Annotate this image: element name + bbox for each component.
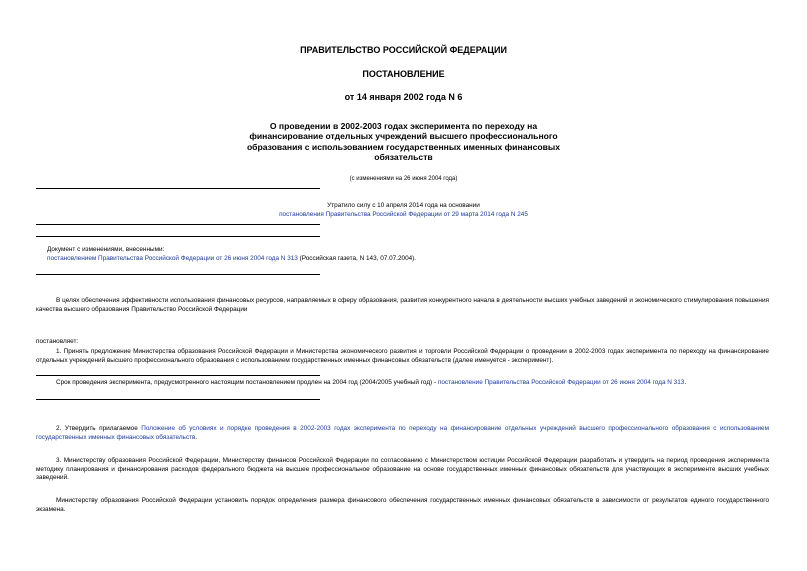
divider	[36, 399, 320, 400]
item-1-paragraph: 1. Принять предложение Министерства образования Российской Федерации и Министерства экономического развития и торговли Российской Федерации о проведении в 2002-2003 годах эксперимента по переходу на финансирование отдельных учреждений высшего профессионального образования с использованием государственных именных финансовых обязательств (далее именуется - эксперимент).	[36, 348, 769, 364]
divider	[36, 188, 320, 189]
divider	[36, 236, 320, 237]
lost-force-text: Утратило силу с 10 апреля 2014 года на основании	[327, 202, 480, 209]
term-extension-end: .	[684, 379, 687, 386]
item-2-text: 2. Утвердить прилагаемое	[56, 425, 142, 432]
item-2-end: .	[195, 433, 198, 441]
item-2-paragraph	[36, 425, 769, 442]
term-extension-paragraph	[36, 379, 769, 388]
term-extension-text: Срок проведения эксперимента, предусмотренного настоящим постановлением продлен на 2004 год (2004/2005 учебный год) -	[56, 379, 438, 386]
amending-resolution-link[interactable]: постановлением Правительства Российской Федерации от 26 июня 2004 года N 313	[47, 254, 298, 262]
document-title: О проведении в 2002-2003 годах эксперимента по переходу на финансирование отдельных учреждений высшего профессионального образования с использованием государственных именных финансовых обязательств	[246, 121, 561, 162]
amendments-note: (с изменениями на 26 июня 2004 года)	[349, 176, 458, 182]
document-with-changes-intro: Документ с изменениями, внесенными:	[47, 246, 165, 253]
regulation-link[interactable]: Положение об условиях и порядке проведения в 2002-2003 годах эксперимента по переходу на финансирование отдельных учреждений высшего профессионального образования с использованием государственных именных финансовых обязательств	[36, 425, 769, 441]
lost-force-note	[210, 202, 597, 219]
document-with-changes	[47, 246, 767, 263]
goal-paragraph: В целях обеспечения эффективности использования финансовых ресурсов, направляемых в сферу образования, развития конкурентного начала в деятельности высших учебных заведений и экономического стимулирования повышения качества высшего образования Правительство Российской Федерации	[36, 297, 769, 313]
government-heading: ПРАВИТЕЛЬСТВО РОССИЙСКОЙ ФЕДЕРАЦИИ	[300, 45, 507, 55]
date-number-heading: от 14 января 2002 года N 6	[344, 92, 463, 102]
document-type-heading: ПОСТАНОВЛЕНИЕ	[362, 69, 445, 79]
item-3-paragraph: 3. Министерству образования Российской Федерации, Министерству финансов Российской Федерации по согласованию с Министерством юстиции Российской Федерации разработать и утвердить на период проведения эксперимента методику планирования и финансирования расходов федерального бюджета на высшее профессиональное образование на основе государственных именных финансовых обязательств для участвующих в эксперименте высших учебных заведений.	[36, 457, 769, 482]
publication-source: (Российская газета, N 143, 07.07.2004).	[297, 254, 417, 262]
divider	[36, 224, 320, 225]
item-4-paragraph: Министерству образования Российской Федерации установить порядок определения размера финансового обеспечения государственных именных финансовых обязательств в зависимости от результатов единого государственного экзамена.	[36, 497, 769, 513]
lost-force-link[interactable]: постановления Правительства Российской Федерации от 29 марта 2014 года N 245	[279, 210, 528, 218]
divider	[36, 274, 320, 275]
divider	[36, 375, 320, 376]
resolves-paragraph: постановляет:	[36, 338, 79, 345]
term-extension-link[interactable]: постановление Правительства Российской Федерации от 26 июня 2004 года N 313	[437, 379, 685, 386]
